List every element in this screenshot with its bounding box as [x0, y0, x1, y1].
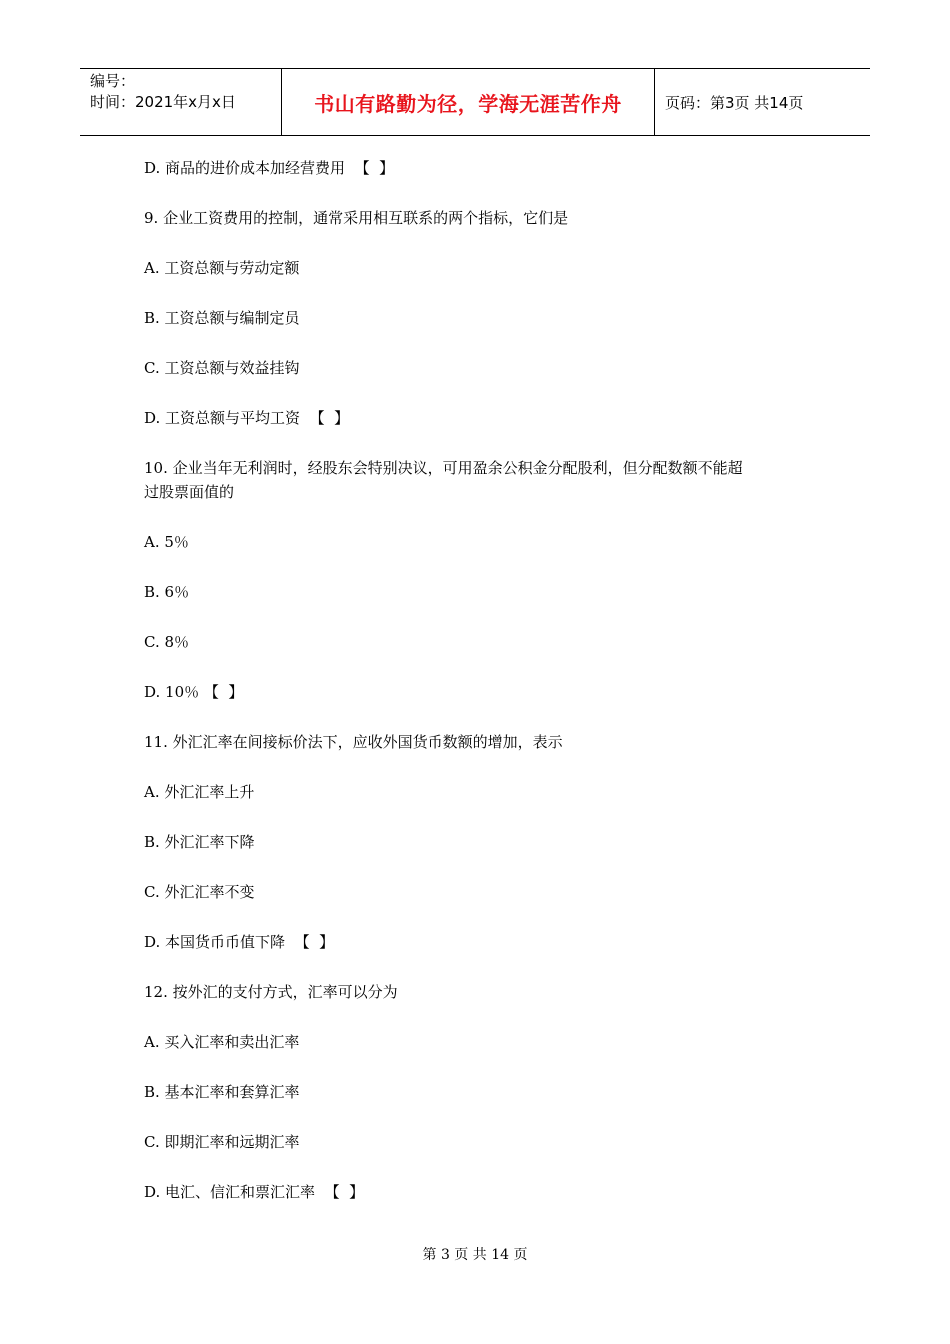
line-16: C. 外汇汇率不变 — [144, 883, 255, 901]
line-14: A. 外汇汇率上升 — [144, 783, 255, 801]
line-15: B. 外汇汇率下降 — [144, 833, 255, 851]
line-22: D. 电汇、信汇和票汇汇率 【 】 — [144, 1183, 365, 1201]
line-3: A. 工资总额与劳动定额 — [144, 259, 300, 277]
header-motto-cell — [281, 69, 655, 135]
line-5: C. 工资总额与效益挂钩 — [144, 359, 300, 377]
line-13: 11. 外汇汇率在间接标价法下，应收外国货币数额的增加，表示 — [144, 733, 563, 751]
line-6: D. 工资总额与平均工资 【 】 — [144, 409, 350, 427]
line-12: D. 10％ 【 】 — [144, 683, 244, 701]
header-page-info — [655, 69, 870, 135]
line-7: 10. 企业当年无利润时，经股东会特别决议，可用盈余公积金分配股利，但分配数额不能超 — [144, 459, 743, 477]
line-10: B. 6％ — [144, 583, 190, 601]
line-20: B. 基本汇率和套算汇率 — [144, 1083, 300, 1101]
line-17: D. 本国货币币值下降 【 】 — [144, 933, 335, 951]
line-4: B. 工资总额与编制定员 — [144, 309, 300, 327]
page-info-text: 页码：第3页 共14页 — [665, 93, 804, 112]
motto-text: 书山有路勤为径，学海无涯苦作舟 — [314, 91, 622, 116]
line-11: C. 8％ — [144, 633, 190, 651]
footer-page-number: 第 3 页 共 14 页 — [422, 1247, 528, 1263]
number-label: 编号： — [90, 72, 136, 90]
line-18: 12. 按外汇的支付方式，汇率可以分为 — [144, 983, 398, 1001]
document-body — [144, 156, 814, 1204]
line-9: A. 5％ — [144, 533, 189, 551]
line-1: D. 商品的进价成本加经营费用 【 】 — [144, 159, 395, 177]
page-footer — [0, 1244, 950, 1264]
page-header — [80, 68, 870, 136]
line-19: A. 买入汇率和卖出汇率 — [144, 1033, 300, 1051]
line-21: C. 即期汇率和远期汇率 — [144, 1133, 300, 1151]
time-label: 时间：2021年x月x日 — [90, 93, 236, 111]
line-2: 9. 企业工资费用的控制，通常采用相互联系的两个指标，它们是 — [144, 209, 569, 227]
header-meta — [80, 69, 281, 135]
line-8: 过股票面值的 — [144, 483, 235, 501]
